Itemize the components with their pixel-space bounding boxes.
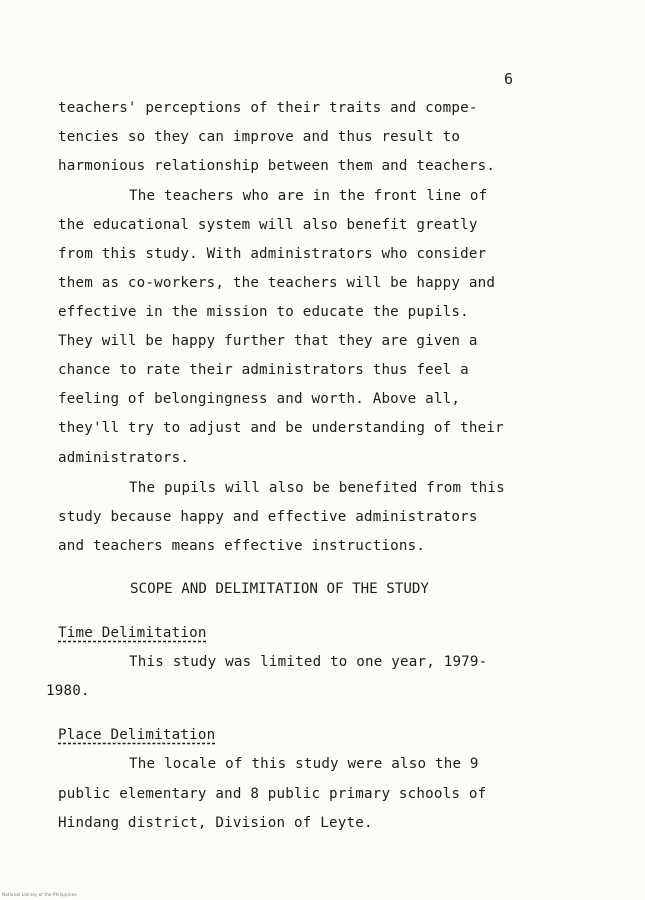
paragraph-2-line-7: chance to rate their administrators thus feel a <box>58 362 469 378</box>
subsection-time-line-1: This study was limited to one year, 1979- <box>129 654 488 670</box>
subsection-place-line-3: Hindang district, Division of Leyte. <box>58 815 373 831</box>
paragraph-2-line-5: effective in the mission to educate the pupils. <box>58 304 469 320</box>
paragraph-2-line-10: administrators. <box>58 450 190 466</box>
paragraph-2-line-4: them as co-workers, the teachers will be happy and <box>58 275 496 291</box>
footer-credit: National Library of the Philippines <box>2 892 77 897</box>
subsection-place-line-1: The locale of this study were also the 9 <box>129 756 479 772</box>
paragraph-2-line-9: they'll try to adjust and be understanding of their <box>58 420 504 436</box>
paragraph-2-line-6: They will be happy further that they are given a <box>58 333 478 349</box>
paragraph-3-line-2: study because happy and effective administrators <box>58 509 478 525</box>
subsection-place-line-2: public elementary and 8 public primary schools of <box>58 786 487 802</box>
paragraph-1-line-2: tencies so they can improve and thus result to <box>58 129 461 145</box>
section-heading: SCOPE AND DELIMITATION OF THE STUDY <box>130 581 429 597</box>
subsection-time-title: Time Delimitation <box>58 625 207 641</box>
subsection-time-line-2: 1980. <box>46 683 90 699</box>
paragraph-2-line-2: the educational system will also benefit greatly <box>58 217 478 233</box>
paragraph-2-line-3: from this study. With administrators who consider <box>58 246 487 262</box>
paragraph-3-line-3: and teachers means effective instructions. <box>58 538 426 554</box>
page-number: 6 <box>504 70 514 88</box>
paragraph-2-line-8: feeling of belongingness and worth. Above all, <box>58 391 461 407</box>
subsection-place-title: Place Delimitation <box>58 727 216 743</box>
paragraph-1-line-3: harmonious relationship between them and teachers. <box>58 158 496 174</box>
paragraph-3-line-1: The pupils will also be benefited from this <box>129 480 505 496</box>
paragraph-2-line-1: The teachers who are in the front line of <box>129 188 488 204</box>
paragraph-1-line-1: teachers' perceptions of their traits and compe- <box>58 100 478 116</box>
